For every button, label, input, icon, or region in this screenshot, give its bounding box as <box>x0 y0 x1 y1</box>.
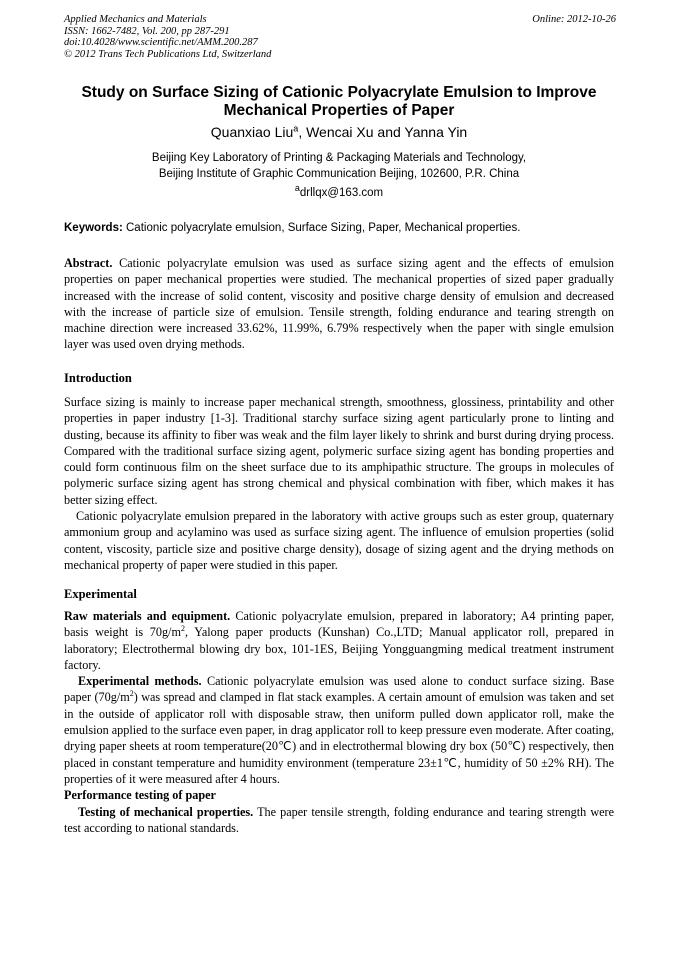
author-email <box>40 185 638 201</box>
author-list <box>40 124 638 141</box>
introduction-heading: Introduction <box>64 371 132 385</box>
raw-materials-text-b: , Yalong paper products (Kunshan) Co.,LTD; Manual applicator roll, prepared in laboratory; Electrothermal blowing dry box, 101-1ES, Beijing Yongguangming medical treatment instrument factory. <box>64 625 614 672</box>
experimental-heading: Experimental <box>64 587 137 601</box>
title-line-1: Study on Surface Sizing of Cationic Polyacrylate Emulsion to Improve <box>81 84 597 101</box>
journal-name: Applied Mechanics and Materials <box>64 14 207 25</box>
author-rest: , Wencai Xu and Yanna Yin <box>298 124 468 140</box>
mechanical-testing-paragraph <box>64 804 614 837</box>
journal-header <box>64 14 616 60</box>
abstract-text: Cationic polyacrylate emulsion was used as surface sizing agent and the effects of emulsion properties on paper mechanical properties were studied. The mechanical properties of sized paper gradually increased with the increase of solid content, viscosity and positive charge density of emulsion and decreased with the increase of particle size of emulsion. Tensile strength, folding endurance and tearing strength on machine direction were increased 33.62%, 11.99%, 6.79% respectively when the paper with single emulsion layer was used oven drying methods. <box>64 256 614 352</box>
affiliation-line-1: Beijing Key Laboratory of Printing & Packaging Materials and Technology, <box>151 152 527 164</box>
methods-text-a: Cationic polyacrylate emulsion was used alone to conduct surface sizing. Base paper (70g/m <box>64 674 614 705</box>
abstract-paragraph <box>64 255 614 353</box>
author-first: Quanxiao Liu <box>210 124 294 140</box>
online-date: Online: 2012-10-26 <box>532 14 616 25</box>
copyright-line: © 2012 Trans Tech Publications Ltd, Switzerland <box>64 48 272 60</box>
keywords-text: Cationic polyacrylate emulsion, Surface Sizing, Paper, Mechanical properties. <box>122 222 521 234</box>
affiliation <box>40 150 638 182</box>
email-sup: a <box>294 183 300 194</box>
raw-materials-sup: 2 <box>180 624 185 634</box>
methods-sup: 2 <box>129 689 134 699</box>
mechanical-testing-label: Testing of mechanical properties. <box>78 804 254 819</box>
email-address: drllqx@163.com <box>299 187 384 199</box>
methods-text-b: ) was spread and clamped in flat stack examples. A certain amount of emulsion was taken and set in the outside of applicator roll with disposable straw, then uniform pulled down applicator roll, make the emulsion applied to the surface even paper, in drag applicator roll to keep pressure even moderate. After coating, drying paper sheets at room temperature(20℃) and in electrothermal blowing dry box (50℃) respectively, then placed in constant temperature and humidity environment (temperature 23±1℃, humidity of 50 ±2% RH). The properties of it were measured after 4 hours. <box>64 690 614 786</box>
doi-line: doi:10.4028/www.scientific.net/AMM.200.287 <box>64 37 258 48</box>
raw-materials-text-a: Cationic polyacrylate emulsion, prepared in laboratory; A4 printing paper, basis weight is 70g/m <box>64 609 614 640</box>
keywords <box>64 221 616 236</box>
experimental-body <box>64 608 614 836</box>
abstract <box>64 255 614 353</box>
keywords-label: Keywords: <box>64 222 123 234</box>
issn-line: ISSN: 1662-7482, Vol. 200, pp 287-291 <box>64 25 230 37</box>
intro-paragraph-1: Surface sizing is mainly to increase paper mechanical strength, smoothness, glossiness, printability and other properties in paper industry [1-3]. Traditional starchy surface sizing agent particularly prone to linting and dusting, because its affinity to fiber was weak and the film layer likely to shrink and burst during drying process. Compared with the traditional surface sizing agent, polymeric surface sizing agent has bonding properties and could form continuous film on the sheet surface due to its amphipathic structure. The groups in molecules of polymeric surface sizing agent has strong chemical and physical combination with fiber, which makes it has better sizing effect. <box>64 395 614 507</box>
methods-paragraph <box>64 673 614 787</box>
methods-label: Experimental methods. <box>78 674 202 689</box>
raw-materials-label: Raw materials and equipment. <box>64 609 231 623</box>
author-first-sup: a <box>293 123 299 134</box>
mechanical-testing-text: The paper tensile strength, folding endurance and tearing strength were test according to national standards. <box>64 804 614 835</box>
paper-title <box>40 84 638 120</box>
title-line-2: Mechanical Properties of Paper <box>223 102 455 119</box>
performance-heading: Performance testing of paper <box>64 788 216 803</box>
affiliation-line-2: Beijing Institute of Graphic Communication Beijing, 102600, P.R. China <box>158 168 520 180</box>
abstract-label: Abstract. <box>64 256 113 270</box>
introduction-body <box>64 394 614 573</box>
intro-paragraph-2: Cationic polyacrylate emulsion prepared in the laboratory with active groups such as ester group, quaternary ammonium group and acylamino was used as surface sizing agent. The influence of emulsion properties (solid content, viscosity, particle size and positive charge density), dosage of sizing agent and the drying methods on mechanical property of paper were studied in this paper. <box>64 509 614 572</box>
raw-materials-paragraph <box>64 608 614 673</box>
